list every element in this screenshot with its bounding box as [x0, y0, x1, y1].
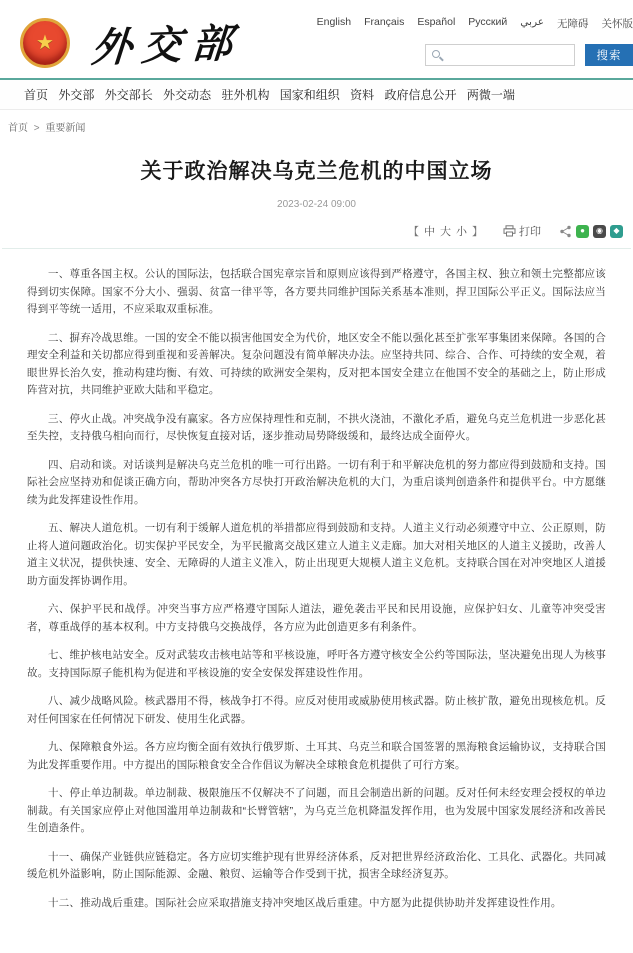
search-button[interactable]: 搜索 [585, 44, 633, 66]
lang-link-care-version[interactable]: 关怀版 [602, 16, 633, 31]
nav-item-gov-info[interactable]: 政府信息公开 [385, 86, 457, 103]
nav-item-missions[interactable]: 驻外机构 [221, 86, 269, 103]
nav-item-activities[interactable]: 外交动态 [163, 86, 211, 103]
main-nav [0, 78, 633, 110]
bracket-open: 【 [408, 223, 419, 239]
search-bar [341, 44, 633, 66]
printer-icon [503, 225, 516, 237]
search-box [425, 44, 575, 66]
share-buttons [559, 225, 623, 238]
article-body [0, 249, 633, 953]
article [0, 155, 633, 953]
site-title-calligraphy: 外交部 [90, 11, 244, 73]
article-paragraph: 二、摒弃冷战思维。一国的安全不能以损害他国安全为代价，地区安全不能以强化甚至扩张军事集团来保障。各国的合理安全利益和关切都应得到重视和妥善解决。复杂问题没有简单解决办法。应坚持共同、综合、合作、可持续的安全观，着眼世界长治久安，推动构建均衡、有效、可持续的欧洲安全架构，反对把本国安全建立在他国不安全的基础之上，防止形成阵营对抗，共同维护亚欧大陆和平稳定。 [27, 330, 606, 400]
article-paragraph: 三、停火止战。冲突战争没有赢家。各方应保持理性和克制，不拱火浇油，不激化矛盾，避免乌克兰危机进一步恶化甚至失控，支持俄乌相向而行，尽快恢复直接对话，逐步推动局势降级缓和，最终达成全面停火。 [27, 411, 606, 446]
font-large-button[interactable]: 大 [440, 223, 451, 239]
nav-item-minister[interactable]: 外交部长 [105, 86, 153, 103]
weibo-share-icon[interactable]: ◉ [593, 225, 606, 238]
site-header [0, 0, 633, 78]
lang-link-russian[interactable]: Русский [468, 16, 507, 31]
breadcrumb-home[interactable]: 首页 [8, 123, 28, 134]
font-small-button[interactable]: 小 [456, 223, 467, 239]
nav-item-resources[interactable]: 资料 [350, 86, 374, 103]
article-paragraph: 十、停止单边制裁。单边制裁、极限施压不仅解决不了问题，而且会制造出新的问题。反对任何未经安理会授权的单边制裁。有关国家应停止对他国滥用单边制裁和“长臂管辖”，为乌克兰危机降温发挥作用，也为发展中国家发展经济和改善民生创造条件。 [27, 785, 606, 838]
emblem-star-icon: ★ [36, 33, 54, 53]
article-paragraph: 八、减少战略风险。核武器用不得，核战争打不得。应反对使用或威胁使用核武器。防止核扩散，避免出现核危机。反对任何国家在任何情况下研发、使用生化武器。 [27, 693, 606, 728]
lang-link-english[interactable]: English [317, 16, 351, 31]
article-paragraph: 十一、确保产业链供应链稳定。各方应切实维护现有世界经济体系，反对把世界经济政治化、工具化、武器化。共同减缓危机外溢影响，防止国际能源、金融、粮贸、运输等合作受到干扰，损害全球经济复苏。 [27, 849, 606, 884]
article-paragraph: 四、启动和谈。对话谈判是解决乌克兰危机的唯一可行出路。一切有利于和平解决危机的努力都应得到鼓励和支持。国际社会应坚持劝和促谈正确方向，帮助冲突各方尽快打开政治解决危机的大门，为重启谈判创造条件和提供平台。中方愿继续为此发挥建设性作用。 [27, 457, 606, 510]
breadcrumb-section[interactable]: 重要新闻 [45, 123, 85, 134]
nav-item-ministry[interactable]: 外交部 [58, 86, 94, 103]
nav-item-social-media[interactable]: 两微一端 [467, 86, 515, 103]
font-size-controls [408, 223, 483, 239]
nav-item-home[interactable]: 首页 [24, 86, 48, 103]
search-icon [432, 50, 440, 58]
print-button[interactable] [503, 223, 541, 239]
bracket-close: 】 [472, 223, 483, 239]
article-paragraph: 九、保障粮食外运。各方应均衡全面有效执行俄罗斯、土耳其、乌克兰和联合国签署的黑海粮食运输协议，支持联合国为此发挥重要作用。中方提出的国际粮食安全合作倡议为解决全球粮食危机提供了可行方案。 [27, 739, 606, 774]
lang-link-arabic[interactable]: عربي [520, 16, 544, 31]
header-right [341, 6, 633, 78]
breadcrumb-separator: > [34, 123, 40, 134]
font-medium-button[interactable]: 中 [424, 223, 435, 239]
site-logo[interactable] [20, 6, 242, 78]
article-paragraph: 十二、推动战后重建。国际社会应采取措施支持冲突地区战后重建。中方愿为此提供协助并发挥建设性作用。 [27, 895, 606, 913]
breadcrumb [0, 110, 633, 134]
language-switcher [341, 16, 633, 31]
lang-link-espanol[interactable]: Español [417, 16, 455, 31]
wechat-share-icon[interactable]: ● [576, 225, 589, 238]
article-paragraph: 七、维护核电站安全。反对武装攻击核电站等和平核设施，呼吁各方遵守核安全公约等国际法，坚决避免出现人为核事故。支持国际原子能机构为促进和平核设施的安全安保发挥建设性作用。 [27, 647, 606, 682]
article-paragraph: 一、尊重各国主权。公认的国际法，包括联合国宪章宗旨和原则应该得到严格遵守，各国主权、独立和领土完整都应该得到切实保障。国家不分大小、强弱、贫富一律平等，各方要共同维护国际关系基本准则，捍卫国际公平正义。国际法应当得到平等统一适用，不应采取双重标准。 [27, 266, 606, 319]
nav-item-countries[interactable]: 国家和组织 [280, 86, 340, 103]
search-input[interactable] [426, 45, 574, 65]
print-label: 打印 [519, 223, 541, 239]
national-emblem-icon [20, 18, 70, 68]
article-paragraph: 六、保护平民和战俘。冲突当事方应严格遵守国际人道法，避免袭击平民和民用设施，应保护妇女、儿童等冲突受害者，尊重战俘的基本权利。中方支持俄乌交换战俘，各方应为此创造更多有利条件。 [27, 601, 606, 636]
qq-share-icon[interactable]: ◆ [610, 225, 623, 238]
publish-date: 2023-02-24 09:00 [0, 199, 633, 210]
article-paragraph: 五、解决人道危机。一切有利于缓解人道危机的举措都应得到鼓励和支持。人道主义行动必须遵守中立、公正原则，防止将人道问题政治化。切实保护平民安全，为平民撤离交战区建立人道主义走廊。加大对相关地区的人道主义援助，改善人道主义状况，提供快速、安全、无障碍的人道主义准入，防止出现更大规模人道主义危机。支持联合国在对冲突地区人道援助方面发挥协调作用。 [27, 520, 606, 590]
article-toolbar [0, 223, 623, 248]
lang-link-accessibility[interactable]: 无障碍 [557, 16, 589, 31]
lang-link-francais[interactable]: Français [364, 16, 404, 31]
page-title: 关于政治解决乌克兰危机的中国立场 [0, 155, 633, 185]
share-icon[interactable] [559, 225, 572, 238]
